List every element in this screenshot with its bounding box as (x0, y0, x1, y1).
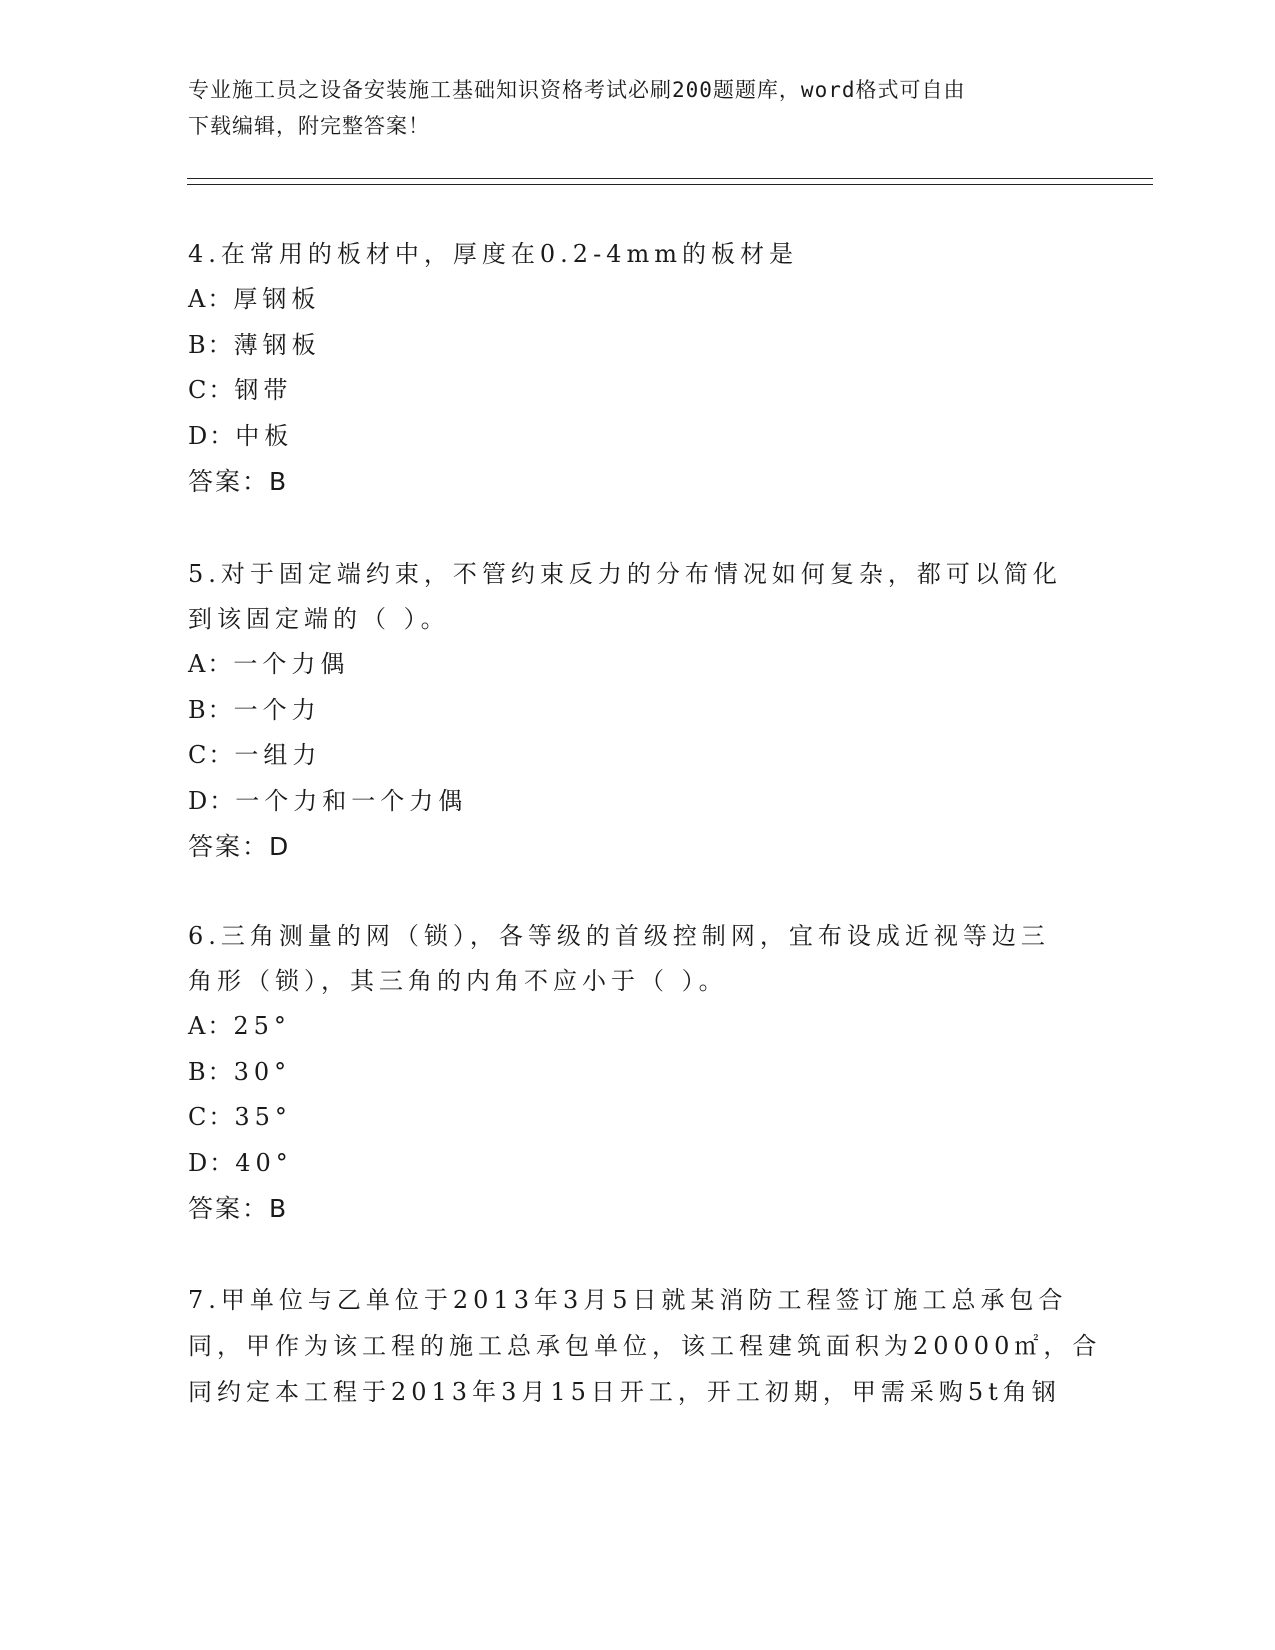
option-a (188, 642, 1088, 688)
document-header (188, 72, 1088, 144)
option-c (188, 1095, 1088, 1141)
option-d (188, 1141, 1088, 1187)
option-text: 中板 (235, 421, 294, 450)
header-divider-bottom (187, 184, 1153, 185)
option-d (188, 779, 1088, 825)
question-text-line-2: 到该固定端的（ ）。 (188, 605, 450, 633)
question-5 (188, 552, 1088, 870)
option-key: D： (188, 786, 236, 815)
question-text-line-2: 角形（锁），其三角的内角不应小于（ ）。 (188, 967, 728, 995)
option-text: 一个力偶 (233, 650, 350, 678)
option-c (188, 368, 1088, 414)
option-d (188, 414, 1088, 460)
option-key: C： (188, 376, 235, 404)
option-text: 40° (235, 1148, 293, 1177)
option-text: 35° (234, 1103, 292, 1131)
option-key: C： (188, 1103, 235, 1131)
option-key: B： (188, 330, 234, 359)
option-text: 钢带 (234, 376, 293, 404)
option-text: 一组力 (234, 741, 322, 769)
question-7 (188, 1277, 1102, 1415)
option-key: A： (188, 285, 234, 313)
question-text: 4.在常用的板材中，厚度在0.2-4mm的板材是 (188, 240, 798, 268)
option-text: 30° (233, 1057, 292, 1086)
option-key: B： (188, 695, 234, 724)
option-c (188, 733, 1088, 779)
question-6 (188, 914, 1088, 1232)
question-text-line-2: 同，甲作为该工程的施工总承包单位，该工程建筑面积为20000㎡，合 (188, 1332, 1102, 1360)
option-key: C： (188, 741, 235, 769)
option-key: D： (188, 1148, 236, 1177)
option-a (188, 1004, 1088, 1050)
answer-label: 答案：D (188, 832, 291, 861)
option-a (188, 277, 1088, 323)
header-divider-top (187, 178, 1153, 179)
option-text: 一个力 (233, 695, 321, 724)
option-key: A： (188, 1012, 234, 1040)
option-b (188, 688, 1088, 734)
option-b (188, 323, 1088, 369)
option-text: 25° (233, 1012, 291, 1040)
option-text: 一个力和一个力偶 (235, 786, 468, 815)
option-text: 厚钢板 (233, 285, 321, 313)
answer-label: 答案：B (188, 467, 289, 496)
option-b (188, 1050, 1088, 1096)
answer-label: 答案：B (188, 1194, 289, 1223)
option-text: 薄钢板 (233, 330, 321, 359)
option-key: B： (188, 1057, 234, 1086)
question-text-line-1: 7.甲单位与乙单位于2013年3月5日就某消防工程签订施工总承包合 (188, 1286, 1068, 1314)
question-text-line-3: 同约定本工程于2013年3月15日开工，开工初期，甲需采购5t角钢 (188, 1378, 1061, 1406)
question-text-line-1: 6.三角测量的网（锁），各等级的首级控制网，宜布设成近视等边三 (188, 922, 1050, 950)
header-line-1: 专业施工员之设备安装施工基础知识资格考试必刷200题题库，word格式可自由 (188, 78, 966, 102)
header-line-2: 下载编辑，附完整答案！ (188, 114, 430, 138)
question-text-line-1: 5.对于固定端约束，不管约束反力的分布情况如何复杂，都可以简化 (188, 560, 1062, 588)
option-key: A： (188, 650, 234, 678)
option-key: D： (188, 421, 236, 450)
question-4 (188, 232, 1088, 505)
